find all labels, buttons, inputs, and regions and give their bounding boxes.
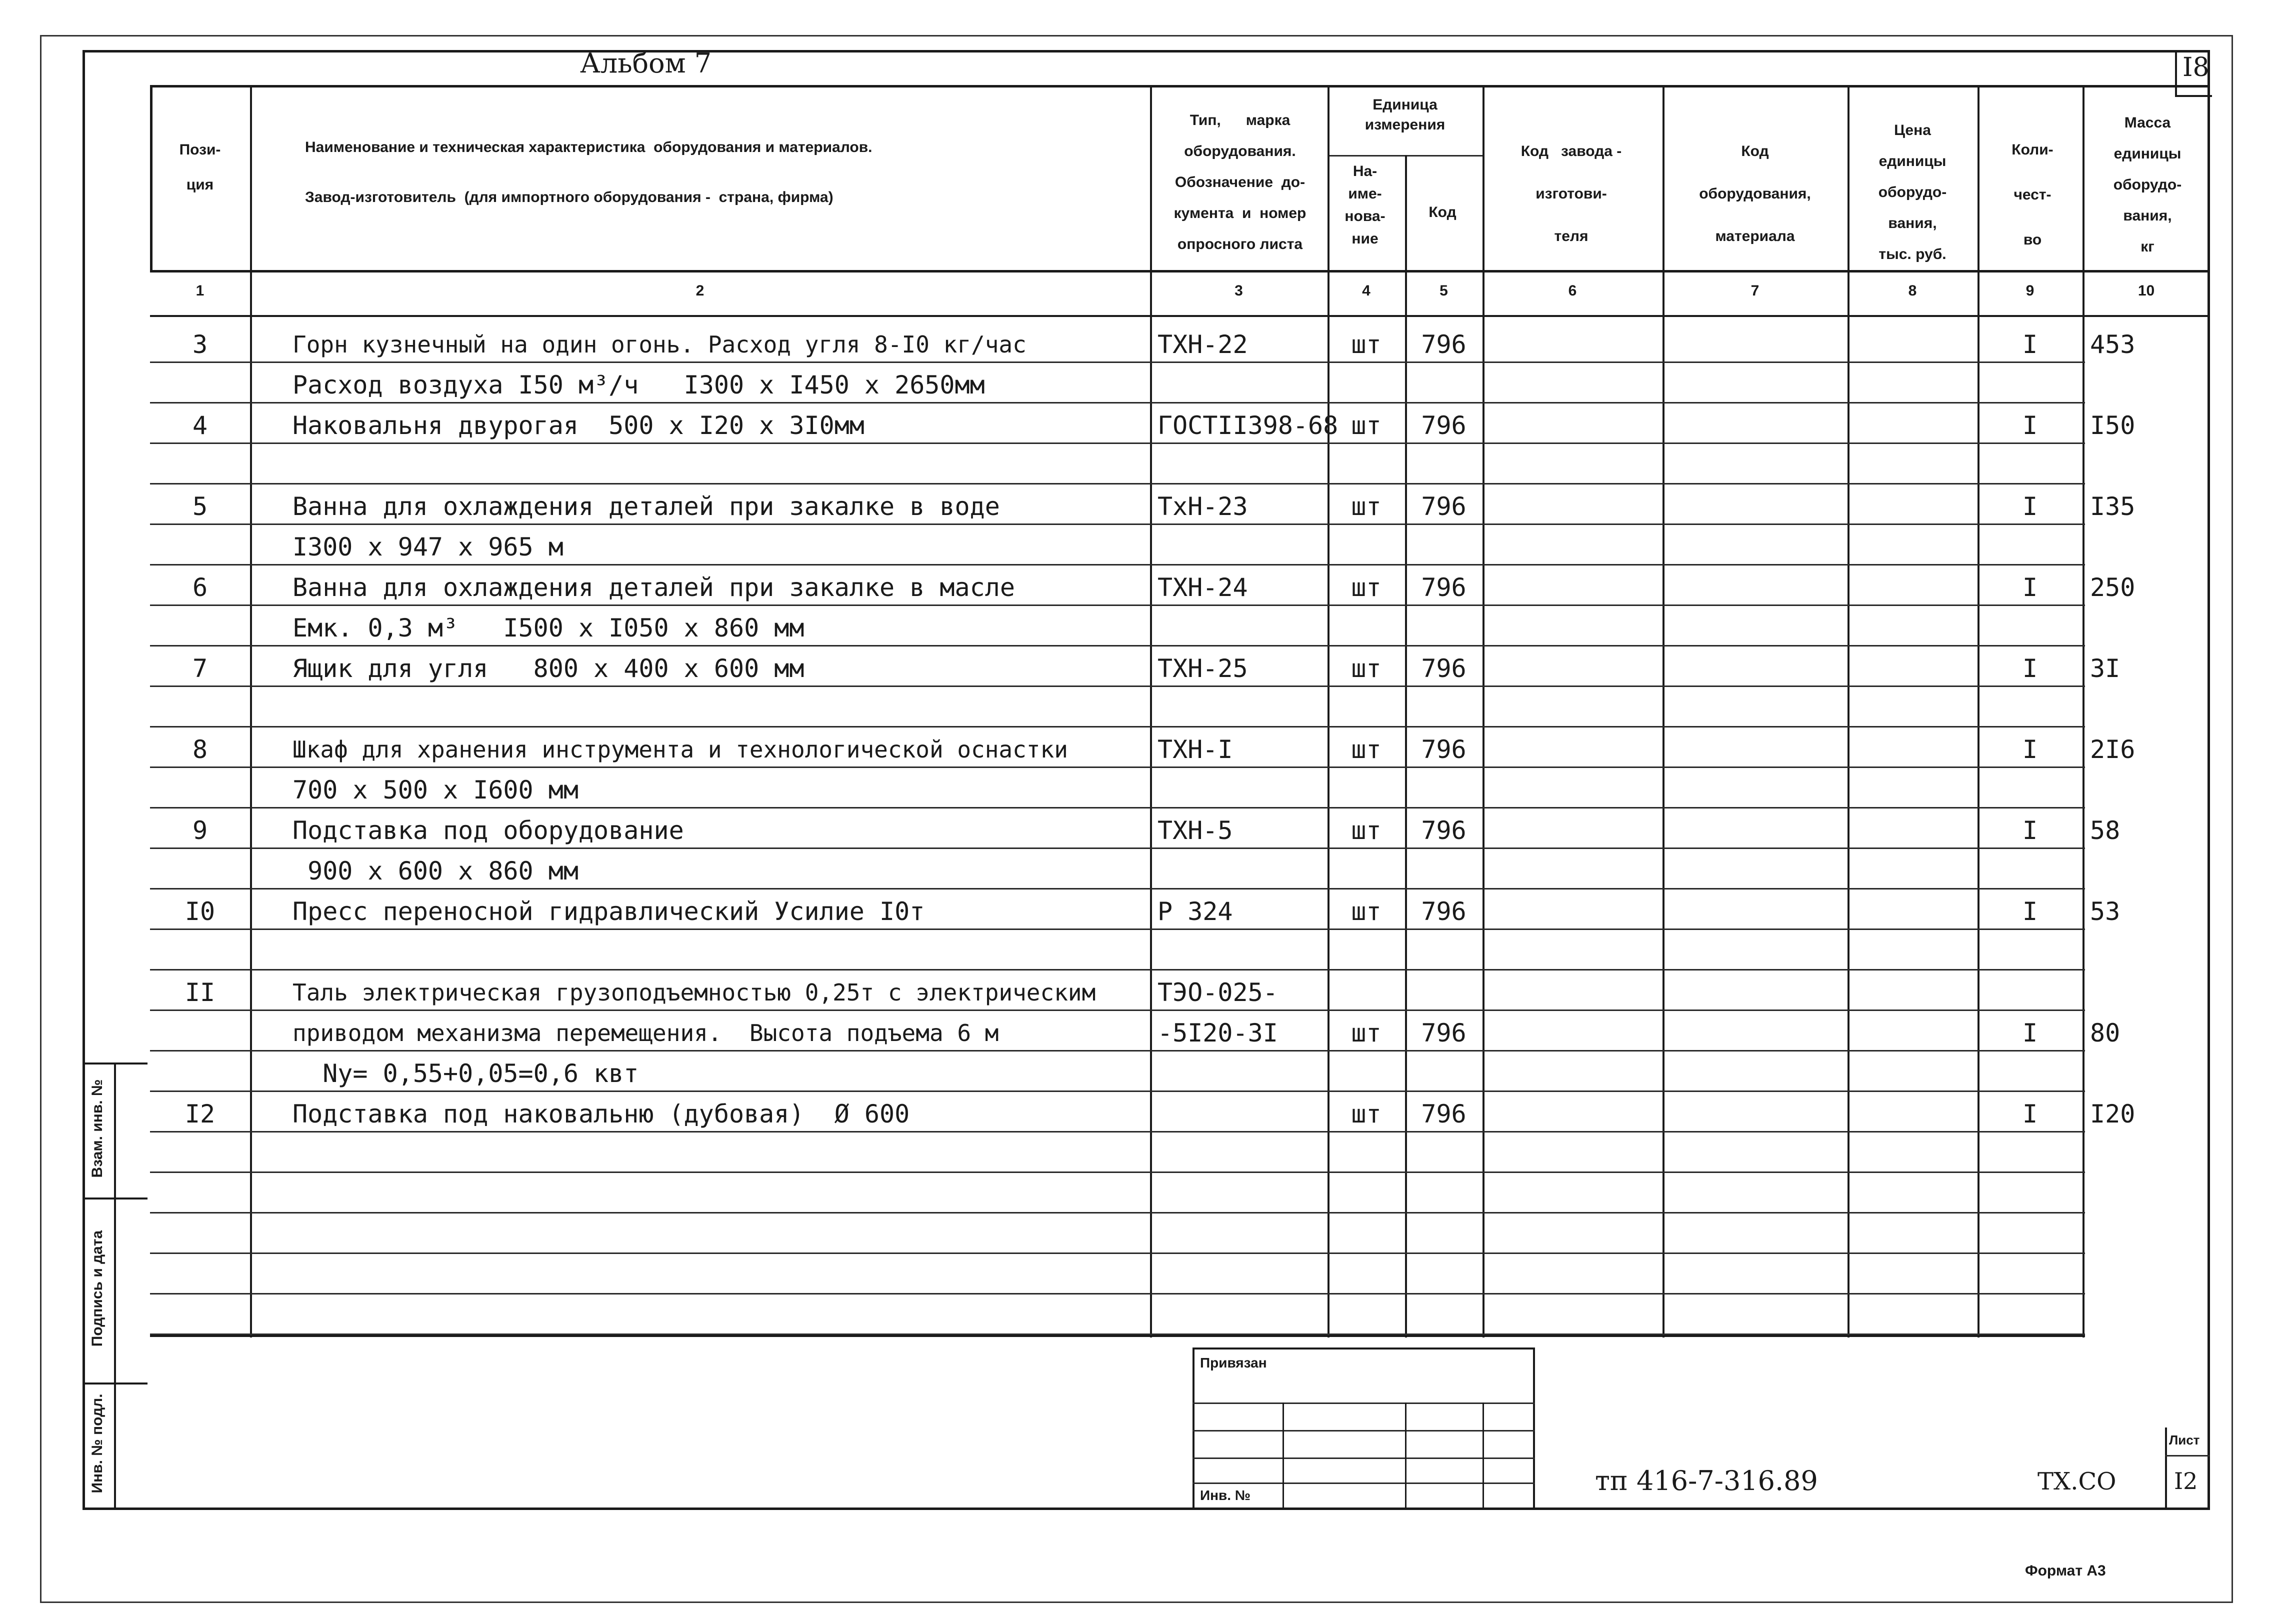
row-unit: шт <box>1351 654 1382 683</box>
top-sheet-number: I8 <box>2182 52 2210 82</box>
equipment-table <box>150 85 2210 1338</box>
row-mass: 453 <box>2090 330 2136 359</box>
side-strip-divider <box>114 1062 116 1510</box>
row-quantity: I <box>2022 411 2038 440</box>
column-number: 6 <box>1568 282 1577 299</box>
table-row <box>150 1173 2210 1214</box>
row-mass: I20 <box>2090 1100 2136 1128</box>
table-row <box>150 525 2210 566</box>
row-unit: шт <box>1351 735 1382 764</box>
table-row <box>150 1294 2210 1335</box>
table-row <box>150 1214 2210 1254</box>
header-name-line2: Завод-изготовитель (для импортного оборудования - страна, фирма) <box>305 189 834 206</box>
table-row <box>150 1132 2210 1173</box>
table-row <box>150 404 2210 444</box>
row-unit-code: 796 <box>1421 330 1466 359</box>
column-number: 9 <box>2026 282 2034 299</box>
row-name: Таль электрическая грузоподъемностью 0,25т с электрическим <box>292 979 1096 1006</box>
row-quantity: I <box>2022 654 2038 683</box>
table-row <box>150 808 2210 849</box>
side-label-inv-podl: Инв. № подл. <box>89 1394 106 1494</box>
row-unit: шт <box>1351 411 1382 440</box>
row-unit: шт <box>1351 330 1382 359</box>
header-quantity: Коли- чест- во <box>2012 142 2054 248</box>
row-quantity: I <box>2022 735 2038 764</box>
row-unit-code: 796 <box>1421 654 1466 683</box>
stamp-inv-label: Инв. № <box>1200 1488 1251 1503</box>
row-quantity: I <box>2022 1100 2038 1128</box>
column-number: 1 <box>196 282 204 299</box>
row-unit-code: 796 <box>1421 735 1466 764</box>
table-row <box>150 484 2210 525</box>
row-mass: I50 <box>2090 411 2136 440</box>
row-unit-code: 796 <box>1421 492 1466 521</box>
table-row <box>150 687 2210 728</box>
row-position: 4 <box>192 411 208 440</box>
row-position: II <box>184 978 216 1007</box>
row-name: приводом механизма перемещения. Высота подъема 6 м <box>292 1020 999 1046</box>
row-name: Горн кузнечный на один огонь. Расход угля 8-I0 кг/час <box>292 331 1026 358</box>
column-number: 8 <box>1908 282 1917 299</box>
table-row <box>150 1011 2210 1052</box>
row-name: Ящик для угля 800 x 400 x 600 мм <box>292 654 804 683</box>
row-mass: 250 <box>2090 573 2136 602</box>
table-bottom <box>150 1335 2085 1337</box>
row-type: ТХН-25 <box>1158 654 1248 683</box>
row-position: I2 <box>184 1100 216 1128</box>
document-code: тп 416-7-316.89 <box>1595 1465 1818 1496</box>
row-mass: 2I6 <box>2090 735 2136 764</box>
row-name: Расход воздуха I50 м³/ч I300 x I450 x 2650мм <box>292 370 985 400</box>
row-name: Ванна для охлаждения деталей при закалке в масле <box>292 573 1015 602</box>
row-position: 7 <box>192 654 208 683</box>
table-row <box>150 970 2210 1011</box>
stamp-vline-2 <box>1405 1402 1406 1510</box>
side-label-vzam: Взам. инв. № <box>89 1079 106 1178</box>
row-quantity: I <box>2022 492 2038 521</box>
row-mass: 58 <box>2090 816 2120 845</box>
row-unit: шт <box>1351 573 1382 602</box>
list-box-sep <box>2165 1455 2210 1456</box>
row-name: I300 x 947 x 965 м <box>292 532 564 562</box>
row-type: ТХН-I <box>1158 735 1233 764</box>
row-quantity: I <box>2022 897 2038 926</box>
row-position: 9 <box>192 816 208 845</box>
side-strip-sep-1 <box>82 1198 148 1200</box>
row-quantity: I <box>2022 1018 2038 1048</box>
row-position: 6 <box>192 573 208 602</box>
row-type: ГОСТII398-68 <box>1158 411 1338 440</box>
row-name: Подставка под оборудование <box>292 816 684 845</box>
column-number: 3 <box>1234 282 1243 299</box>
row-name: Наковальня двурогая 500 x I20 x 3I0мм <box>292 411 864 440</box>
row-mass: I35 <box>2090 492 2136 521</box>
header-unit-name: На- име- нова- ние <box>1344 163 1386 247</box>
table-row <box>150 1052 2210 1092</box>
stamp-vline-1 <box>1282 1402 1284 1510</box>
album-title: Альбом 7 <box>580 48 712 79</box>
row-type: ТХН-5 <box>1158 816 1233 845</box>
row-unit-code: 796 <box>1421 816 1466 845</box>
header-name-line1: Наименование и техническая характеристика оборудования и материалов. <box>305 139 872 156</box>
row-unit: шт <box>1351 1018 1382 1048</box>
row-unit: шт <box>1351 492 1382 521</box>
table-row <box>150 930 2210 970</box>
table-row <box>150 1092 2210 1132</box>
row-type: -5I20-3I <box>1158 1018 1278 1048</box>
row-type: ТхН-23 <box>1158 492 1248 521</box>
header-manufacturer-code: Код завода - изготови- теля <box>1520 143 1622 244</box>
header-position: Пози- ция <box>179 142 221 193</box>
row-name: Nу= 0,55+0,05=0,6 квт <box>292 1059 639 1088</box>
list-number: I2 <box>2174 1468 2198 1494</box>
column-number: 10 <box>2138 282 2155 299</box>
document-mark: ТХ.СО <box>2038 1468 2116 1496</box>
row-position: 3 <box>192 330 208 359</box>
row-mass: 80 <box>2090 1018 2120 1048</box>
header-mass: Масса единицы оборудо- вания, кг <box>2113 114 2182 255</box>
row-quantity: I <box>2022 816 2038 845</box>
row-type: Р 324 <box>1158 897 1233 926</box>
row-type: ТХН-24 <box>1158 573 1248 602</box>
header-type: Тип, марка оборудования. Обозначение до- кумента и номер опросного листа <box>1174 112 1306 252</box>
row-mass: 3I <box>2090 654 2120 683</box>
header-unit-code: Код <box>1428 204 1456 220</box>
table-row <box>150 444 2210 484</box>
row-name: Ванна для охлаждения деталей при закалке в воде <box>292 492 1000 521</box>
row-quantity: I <box>2022 573 2038 602</box>
table-row <box>150 728 2210 768</box>
row-name: Шкаф для хранения инструмента и технологической оснастки <box>292 736 1068 763</box>
row-unit: шт <box>1351 816 1382 845</box>
row-name: Подставка под наковальню (дубовая) Ø 600 <box>292 1100 910 1128</box>
row-unit-code: 796 <box>1421 573 1466 602</box>
column-number: 7 <box>1750 282 1760 299</box>
row-unit-code: 796 <box>1421 1018 1466 1048</box>
row-unit: шт <box>1351 897 1382 926</box>
format-label: Формат А3 <box>2025 1562 2106 1579</box>
row-name: Емк. 0,3 м³ I500 x I050 x 860 мм <box>292 614 804 642</box>
row-position: 5 <box>192 492 208 521</box>
header-price: Цена единицы оборудо- вания, тыс. руб. <box>1878 122 1947 262</box>
row-unit-code: 796 <box>1421 1100 1466 1128</box>
row-position: I0 <box>184 897 216 926</box>
header-equipment-code: Код оборудования, материала <box>1699 143 1811 244</box>
column-number: 2 <box>696 282 704 299</box>
row-name: 900 x 600 x 860 мм <box>292 856 578 886</box>
table-row <box>150 890 2210 930</box>
table-row <box>150 768 2210 808</box>
table-row <box>150 322 2210 363</box>
table-row <box>150 363 2210 404</box>
table-row <box>150 566 2210 606</box>
column-number: 4 <box>1362 282 1370 299</box>
list-label: Лист <box>2169 1432 2200 1448</box>
row-unit: шт <box>1351 1100 1382 1128</box>
table-row <box>150 606 2210 646</box>
row-position: 8 <box>192 735 208 764</box>
table-row <box>150 849 2210 890</box>
stamp-vline-3 <box>1482 1402 1484 1510</box>
table-row <box>150 1254 2210 1294</box>
header-unit-group: Единица измерения <box>1364 96 1446 133</box>
row-type: ТЭО-025- <box>1158 978 1278 1007</box>
stamp-privyazan-label: Привязан <box>1200 1355 1267 1370</box>
row-type: ТХН-22 <box>1158 330 1248 359</box>
row-unit-code: 796 <box>1421 411 1466 440</box>
column-number: 5 <box>1440 282 1448 299</box>
side-label-podpis: Подпись и дата <box>89 1230 106 1347</box>
row-unit-code: 796 <box>1421 897 1466 926</box>
row-quantity: I <box>2022 330 2038 359</box>
row-name: 700 x 500 x I600 мм <box>292 776 578 804</box>
row-name: Пресс переносной гидравлический Усилие I0т <box>292 897 925 926</box>
table-row <box>150 646 2210 687</box>
column-number-row-bottom <box>150 315 2210 317</box>
row-mass: 53 <box>2090 897 2120 926</box>
